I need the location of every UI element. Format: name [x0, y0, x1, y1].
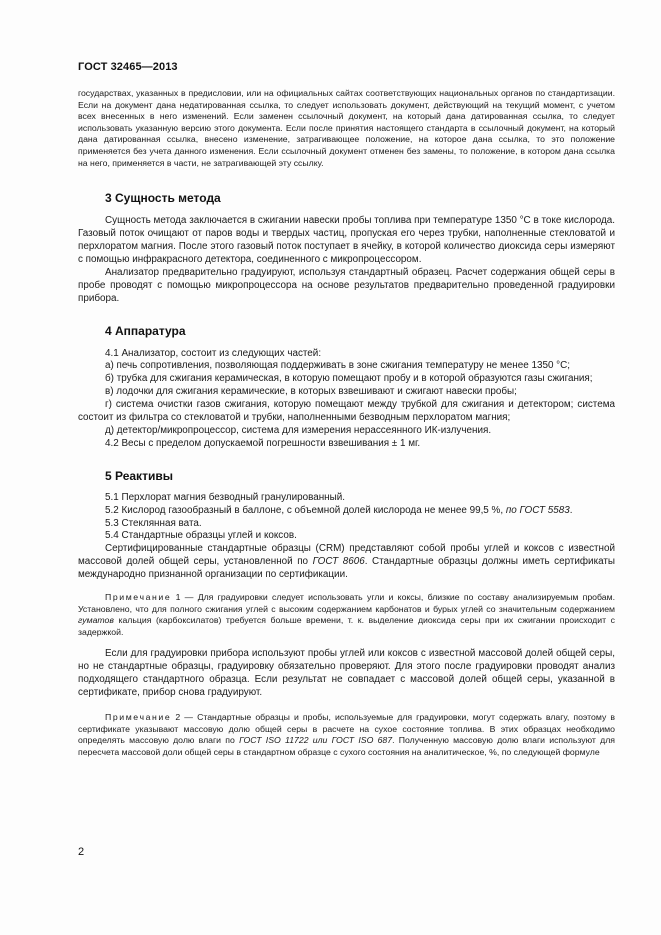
note-1-text-end: кальция (карбоксилатов) требуется больше времени, т. к. выделение диоксида серы при их сжигании происходит с задержкой.: [78, 615, 615, 637]
section-4-heading: 4 Аппаратура: [105, 323, 186, 338]
crm-text-end: . Стандартные образцы должны иметь сертификаты международно признанной организации по сертификации.: [78, 556, 616, 581]
section-5-heading: 5 Реактивы: [105, 468, 173, 483]
crm-paragraph: [78, 543, 615, 582]
section-3-paragraph-2: Анализатор предварительно градуируют, используя стандартный образец. Расчет содержания общей серы в пробе проводят с помощью микропроцессора на основе результатов предварительно проведенной градуировки прибора.: [78, 266, 615, 304]
item-5-1: 5.1 Перхлорат магния безводный гранулированный.: [105, 491, 345, 503]
page-number: 2: [78, 846, 85, 858]
item-4-1-g: г) система очистки газов сжигания, которую помещают между трубкой для сжигания и детектором; система состоит из фильтра со стекловатой и трубки, наполненными безводным перхлоратом магния;: [78, 399, 615, 424]
gost-5583-reference: по ГОСТ 5583: [505, 504, 570, 516]
note-1-text-start: 1 — Для градуировки следует использовать угли и коксы, близкие по составу анализируемым пробам. Установлено, что для полного сжигания углей с высоким содержанием карбонатов и бурых углей со значительным содержанием: [78, 592, 615, 614]
note-2-text-end: . Полученную массовую долю влаги используют для пересчета массовой доли общей серы в стандартном образце с сухого состояния на аналитическое, %, по следующей формуле: [78, 735, 616, 757]
item-4-1-d: д) детектор/микропроцессор, система для измерения нерассеянного ИК-излучения.: [105, 424, 492, 436]
section-3-heading: 3 Сущность метода: [105, 191, 221, 206]
calibration-paragraph: Если для градуировки прибора используют пробы углей или коксов с известной массовой долей общей серы, но не стандартные образцы, градуировку обязательно проверяют. Для этого после градуировки проводят анализ подходящего стандартного образца. Если результат не совпадает с массовой долей общей серы, указанной в сертификате, прибор снова градуируют.: [78, 648, 615, 699]
standard-header: ГОСТ 32465—2013: [78, 61, 178, 73]
item-4-1-a: а) печь сопротивления, позволяющая поддерживать в зоне сжигания температуру не менее 1350 °С;: [105, 360, 571, 372]
note-1-emphasis: гуматов: [78, 615, 114, 626]
gost-iso-11722-reference: ГОСТ ISO 11722: [239, 735, 309, 746]
page-content: [78, 88, 615, 758]
note-2: [78, 712, 615, 758]
note-2-text-start: 2 — Стандартные образцы и пробы, используемые для градуировки, могут содержать влагу, поэтому в сертификате указывают массовую долю общей серы в расчете на сухое состояние топлива. В этих образцах необходимо определять массовую долю влаги по: [78, 712, 615, 746]
intro-paragraph: государствах, указанных в предисловии, или на официальных сайтах соответствующих национальных органов по стандартизации. Если на документ дана недатированная ссылка, то следует использовать документ, действующий на текущий момент, с учетом всех внесенных в него изменений. Если заменен ссылочный документ, на который дана датированная ссылка, то следует использовать указанную версию этого документа. Если после принятия настоящего стандарта в ссылочный документ, на который дана датированная ссылка, внесено изменение, затрагивающее положение, на которое дана ссылка, то это положение применяется без учета данного изменения. Если ссылочный документ отменен без замены, то положение, в котором дана ссылка на него, применяется в части, не затрагивающей эту ссылку.: [78, 88, 615, 168]
crm-text-start: Сертифицированные стандартные образцы (CRM) представляют собой пробы углей и коксов с известной массовой долей общей серы, установленной по: [78, 543, 615, 568]
section-3-paragraph-1: Сущность метода заключается в сжигании навески пробы топлива при температуре 1350 °С в токе кислорода. Газовый поток очищают от паров воды и твердых частиц, пропуская его через трубки, наполненные стекловатой и перхлоратом магния. После этого газовый поток поступает в ячейку, в которой количество диоксида серы измеряют с помощью инфракрасного детектора, соединенного с микропроцессором.: [78, 215, 615, 265]
item-5-2-text: 5.2 Кислород газообразный в баллоне, с объемной долей кислорода не менее 99,5 %,: [105, 504, 506, 516]
item-4-2: 4.2 Весы с пределом допускаемой погрешности взвешивания ± 1 мг.: [105, 437, 421, 449]
item-4-1-b: б) трубка для сжигания керамическая, в которую помещают пробу и в которой образуются газы сжигания;: [105, 373, 593, 385]
note-2-label: Примечание: [105, 712, 172, 723]
item-4-1-v: в) лодочки для сжигания керамические, в которых взвешивают и сжигают навески пробы;: [105, 386, 517, 398]
item-5-3: 5.3 Стеклянная вата.: [105, 517, 202, 529]
item-4-1: 4.1 Анализатор, состоит из следующих частей:: [105, 347, 322, 359]
note-1-label: Примечание: [105, 592, 172, 603]
item-5-4: 5.4 Стандартные образцы углей и коксов.: [105, 530, 297, 542]
note-2-or: или: [308, 735, 332, 746]
item-5-2: 5.2 Кислород газообразный в баллоне, с объемной долей кислорода не менее 99,5 %, по ГОСТ 5583.: [105, 504, 573, 516]
gost-8606-reference: ГОСТ 8606: [312, 556, 365, 568]
note-1: [78, 592, 615, 638]
gost-iso-687-reference: ГОСТ ISO 687: [331, 735, 393, 746]
